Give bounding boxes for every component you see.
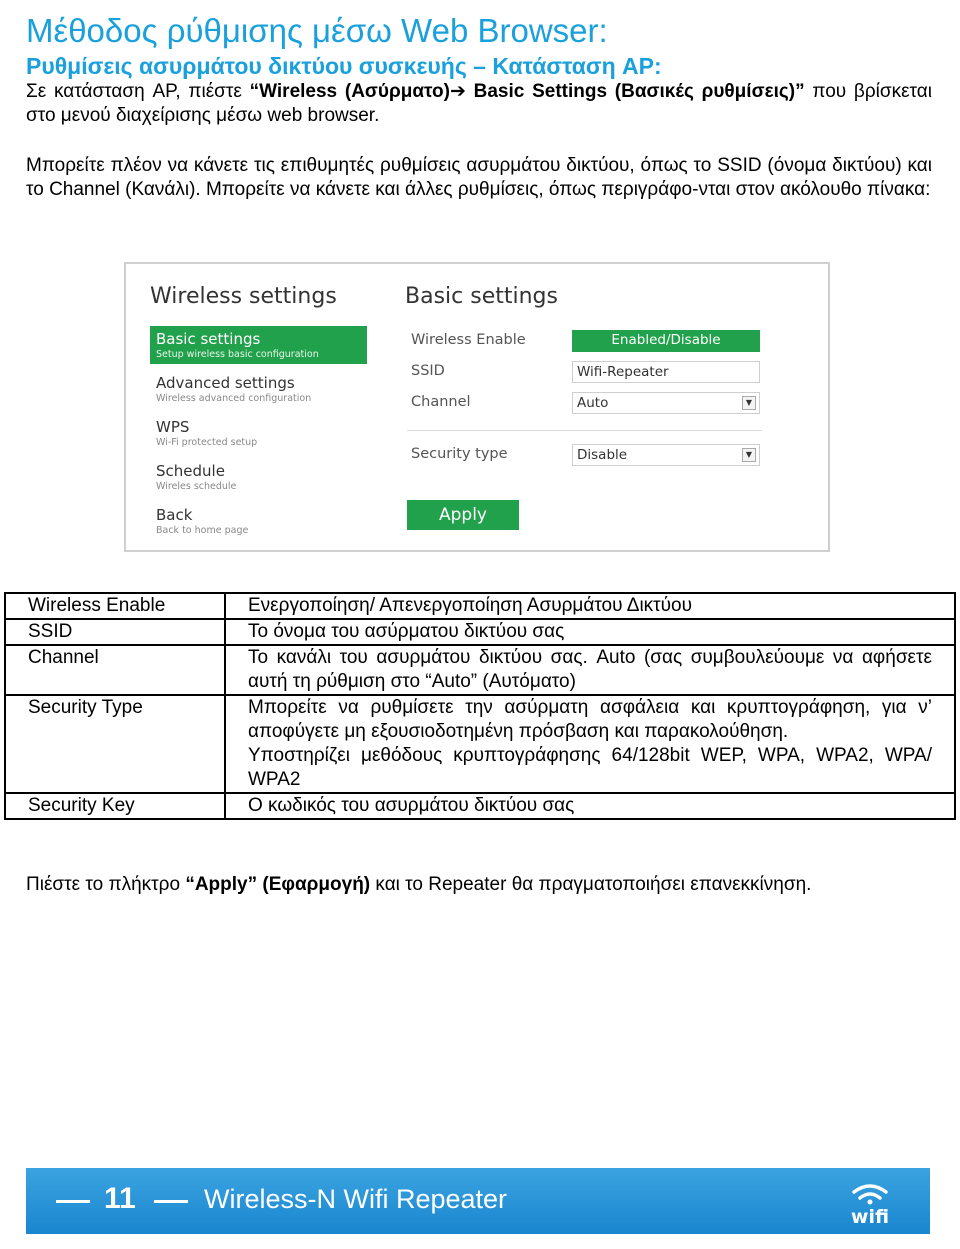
table-value-line: Το όνομα του ασύρματου δικτύου σας [248, 621, 565, 642]
security-type-select-value: Disable [577, 447, 628, 463]
table-row [5, 645, 955, 695]
settings-screenshot [124, 262, 830, 552]
page-number: 11 [104, 1182, 136, 1215]
footer-dash [154, 1200, 188, 1203]
menu-item-label: Basic settings [156, 330, 261, 348]
table-key-cell: Security Key [5, 793, 225, 819]
wifi-logo-text: wifi [850, 1206, 890, 1226]
table-value-line: Ενεργοποίηση/ Απενεργοποίηση Ασυρμάτου Δικτύου [248, 595, 693, 616]
security-type-label: Security type [411, 446, 508, 462]
settings-description-table [4, 592, 956, 820]
arrow-icon: ➔ [449, 81, 466, 102]
table-key-cell: Wireless Enable [5, 593, 225, 619]
form-divider [407, 430, 762, 431]
table-key-cell: Security Type [5, 695, 225, 793]
menu-item-label: Schedule [156, 462, 225, 480]
menu-item-advanced-settings[interactable] [150, 370, 370, 408]
menu-item-label: Advanced settings [156, 374, 295, 392]
table-value-line: Μπορείτε να ρυθμίσετε την ασύρματη ασφάλεια και κρυπτογράφηση, για ν’ αποφύγετε μη εξουσιοδοτημένη πρόσβαση και παρακολούθηση. [248, 697, 932, 742]
security-type-row [407, 444, 767, 466]
footer-dash [56, 1200, 90, 1203]
chevron-down-icon: ▼ [742, 396, 756, 410]
table-row [5, 793, 955, 819]
intro-paragraph-2: Μπορείτε πλέον να κάνετε τις επιθυμητές ρυθμίσεις ασυρμάτου δικτύου, όπως το SSID (όνομα δικτύου) και το Channel (Κανάλι). Μπορείτε να κάνετε και άλλες ρυθμίσεις, όπως περιγράφο-νται στον ακόλουθο πίνακα: [26, 155, 932, 200]
channel-row [407, 392, 767, 414]
menu-item-label: Back [156, 506, 193, 524]
menu-item-label: WPS [156, 418, 190, 436]
menu-item-wps[interactable] [150, 414, 370, 452]
intro-p1-bold-basic: Basic Settings (Βασικές ρυθμίσεις)” [465, 81, 805, 102]
table-value-cell [225, 645, 955, 695]
table-value-cell [225, 695, 955, 793]
table-row [5, 695, 955, 793]
ssid-row [407, 361, 767, 383]
table-value-line: Το κανάλι του ασυρμάτου δικτύου σας. Auto (σας συμβουλεύουμε να αφήσετε αυτή τη ρύθμιση στο “Auto” (Αυτόματο) [248, 647, 932, 692]
menu-item-back[interactable] [150, 502, 370, 540]
wireless-enable-toggle[interactable]: Enabled/Disable [572, 330, 760, 352]
wireless-settings-title: Wireless settings [150, 284, 337, 309]
ssid-label: SSID [411, 363, 445, 379]
footer-title: Wireless-N Wifi Repeater [204, 1184, 508, 1214]
page-heading: Μέθοδος ρύθμισης μέσω Web Browser: [26, 12, 608, 49]
menu-item-basic-settings[interactable] [150, 326, 367, 364]
channel-select-value: Auto [577, 395, 609, 411]
page-footer-bar [26, 1168, 930, 1234]
intro-paragraph-1 [26, 80, 932, 128]
settings-menu [150, 326, 370, 540]
basic-settings-title: Basic settings [405, 284, 558, 309]
apply-note-bold: “Apply” (Εφαρμογή) [185, 874, 371, 895]
table-value-line: Υποστηρίζει μεθόδους κρυπτογράφησης 64/128bit WEP, WPA, WPA2, WPA/ WPA2 [248, 745, 932, 790]
wireless-enable-row [407, 330, 767, 352]
table-value-line: Ο κωδικός του ασυρμάτου δικτύου σας [248, 795, 575, 816]
menu-item-sub: Wireles schedule [156, 481, 237, 492]
apply-note-pre: Πιέστε το πλήκτρο [26, 874, 186, 895]
chevron-down-icon: ▼ [742, 448, 756, 462]
page-subheading: Ρυθμίσεις ασυρμάτου δικτύου συσκευής – Κατάσταση AP: [26, 53, 662, 79]
channel-label: Channel [411, 394, 471, 410]
intro-p1-bold-wireless: “Wireless (Ασύρματο) [249, 81, 450, 102]
table-value-cell [225, 619, 955, 645]
ssid-input[interactable]: Wifi-Repeater [572, 361, 760, 383]
apply-note-post: και το Repeater θα πραγματοποιήσει επανεκκίνηση. [370, 874, 812, 895]
apply-note [26, 873, 811, 897]
menu-item-sub: Back to home page [156, 525, 249, 536]
menu-item-sub: Wi-Fi protected setup [156, 437, 258, 448]
table-value-cell [225, 793, 955, 819]
menu-item-schedule[interactable] [150, 458, 370, 496]
menu-item-sub: Setup wireless basic configuration [156, 349, 319, 360]
wifi-logo-icon [840, 1178, 900, 1226]
table-row [5, 593, 955, 619]
apply-button[interactable]: Apply [407, 500, 519, 530]
intro-p1-post: που βρίσκεται στο μενού διαχείρισης μέσω web browser. [26, 81, 933, 126]
table-value-cell [225, 593, 955, 619]
menu-item-sub: Wireless advanced configuration [156, 393, 312, 404]
intro-p1-pre: Σε κατάσταση AP, πιέστε [26, 81, 250, 102]
wireless-enable-label: Wireless Enable [411, 332, 526, 348]
channel-select[interactable] [572, 392, 760, 414]
table-key-cell: SSID [5, 619, 225, 645]
table-key-cell: Channel [5, 645, 225, 695]
security-type-select[interactable] [572, 444, 760, 466]
table-row [5, 619, 955, 645]
